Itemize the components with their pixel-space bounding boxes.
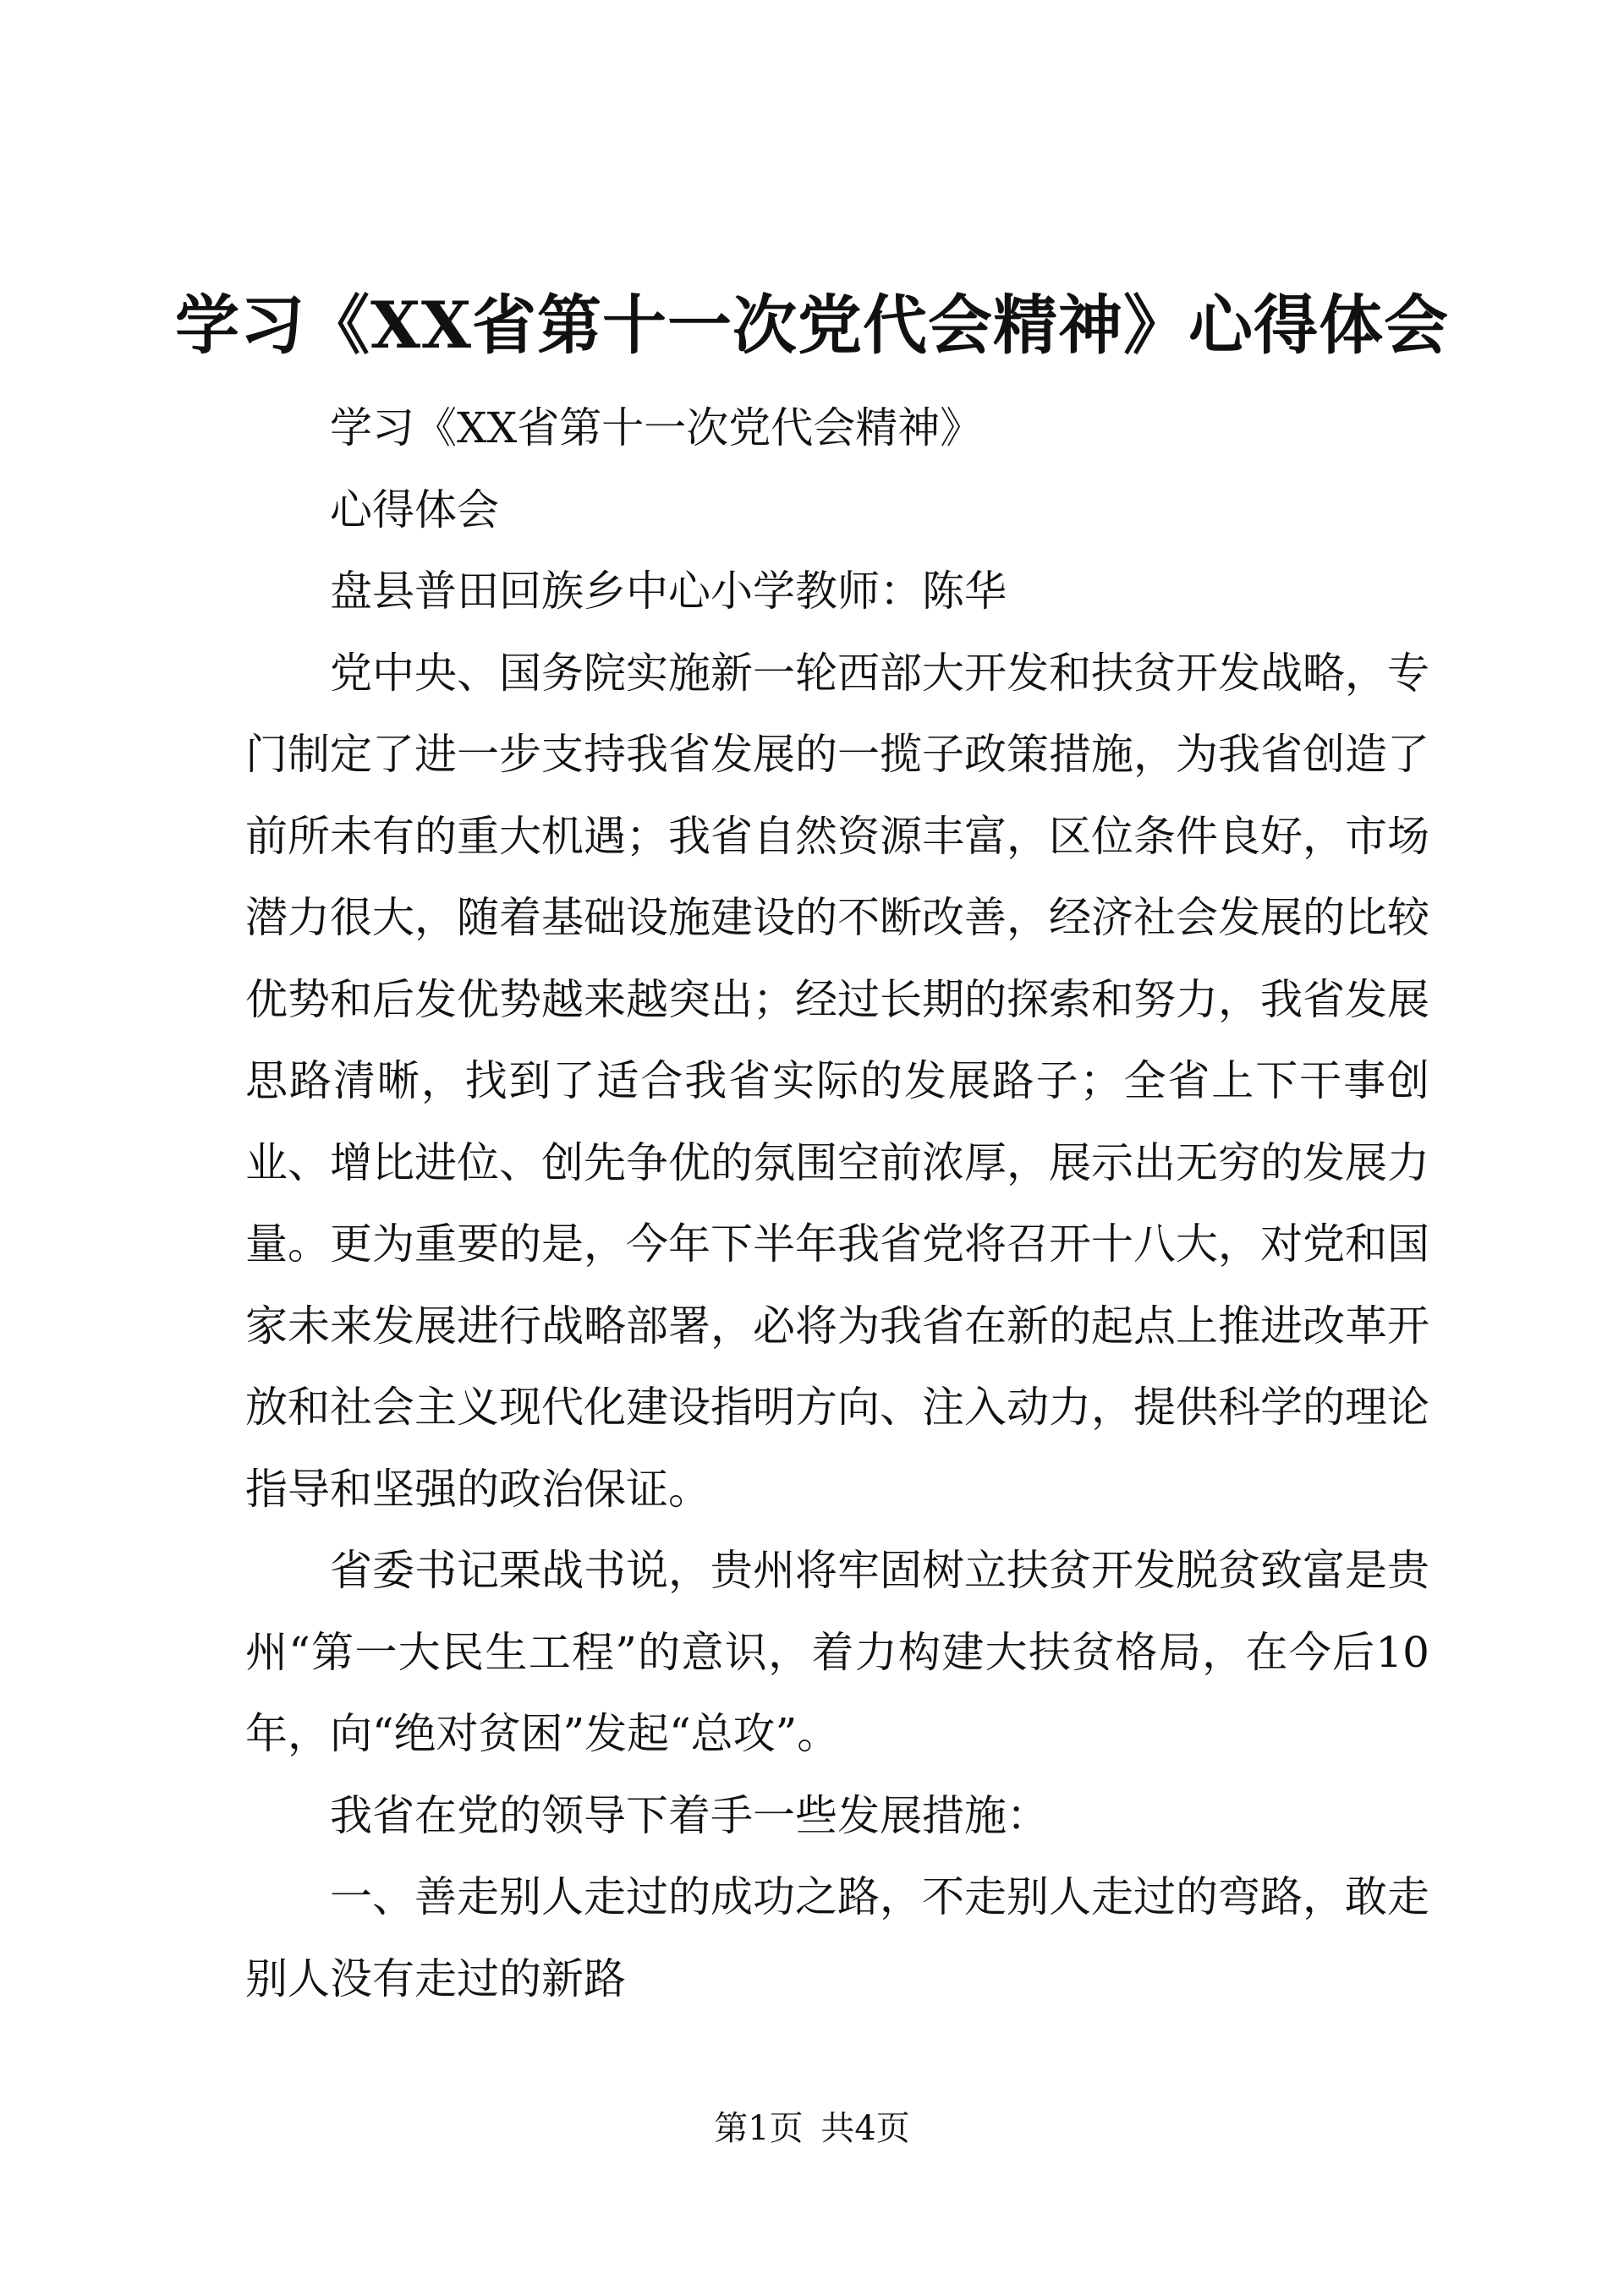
page-total: 共4页 bbox=[820, 2109, 910, 2148]
page-footer bbox=[0, 2103, 1624, 2154]
document-body bbox=[245, 387, 1429, 2019]
body-paragraph: 党中央、国务院实施新一轮西部大开发和扶贫开发战略，专门制定了进一步支持我省发展的一揽子政策措施，为我省创造了前所未有的重大机遇；我省自然资源丰富，区位条件良好，市场潜力很大，随着基础设施建设的不断改善，经济社会发展的比较优势和后发优势越来越突出；经过长期的探索和努力，我省发展思路清晰，找到了适合我省实际的发展路子；全省上下干事创业、增比进位、创先争优的氛围空前浓厚，展示出无穷的发展力量。更为重要的是，今年下半年我省党将召开十八大，对党和国家未来发展进行战略部署，必将为我省在新的起点上推进改革开放和社会主义现代化建设指明方向、注入动力，提供科学的理论指导和坚强的政治保证。 bbox=[245, 648, 1429, 1514]
body-paragraph: 省委书记栗战书说，贵州将牢固树立扶贫开发脱贫致富是贵州“第一大民生工程”的意识，着力构建大扶贫格局，在今后10年，向“绝对贫困”发起“总攻”。 bbox=[245, 1546, 1429, 1758]
author-line: 盘县普田回族乡中心小学教师：陈华 bbox=[330, 567, 1007, 616]
page-number: 第1页 bbox=[714, 2109, 804, 2148]
document-title: 学习《XX省第十一次党代会精神》心得体会 bbox=[175, 288, 1449, 363]
subtitle-line-2: 心得体会 bbox=[330, 485, 499, 534]
subtitle-line: 学习《XX省第十一次党代会精神》 bbox=[330, 403, 983, 452]
body-paragraph: 我省在党的领导下着手一些发展措施： bbox=[330, 1790, 1049, 1840]
body-paragraph: 一、善走别人走过的成功之路，不走别人走过的弯路，敢走别人没有走过的新路 bbox=[245, 1872, 1429, 2003]
